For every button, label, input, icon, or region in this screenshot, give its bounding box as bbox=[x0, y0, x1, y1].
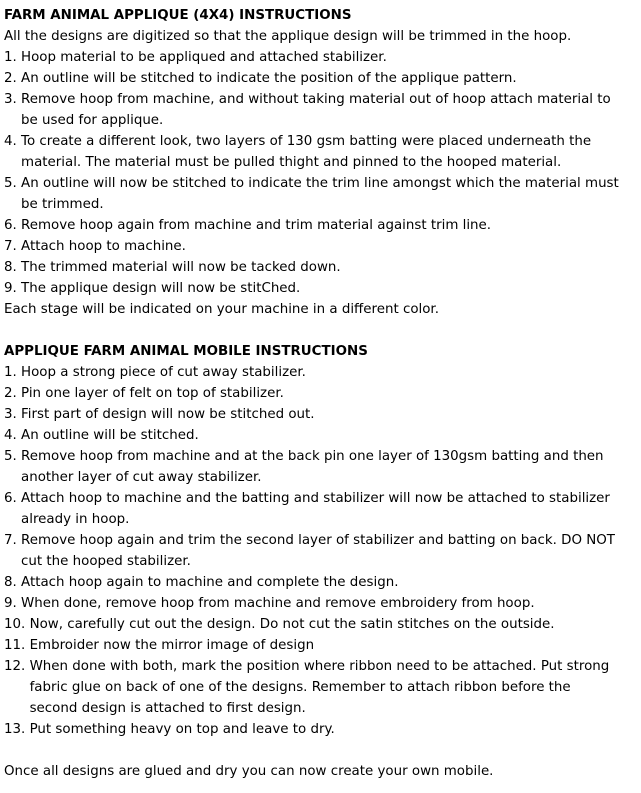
step-number: 12. bbox=[4, 659, 26, 674]
applique-intro-text: All the designs are digitized so that the applique design will be trimmed in the hoop. bbox=[4, 29, 572, 44]
applique-outro-text: Each stage will be indicated on your machine in a different color. bbox=[4, 302, 439, 317]
step-number: 7. bbox=[4, 533, 17, 548]
step-text: Now, carefully cut out the design. Do not cut the satin stitches on the outside. bbox=[29, 617, 555, 632]
step-text: Remove hoop again and trim the second layer of stabilizer and batting on back. DO NOT cut the hooped stabilizer. bbox=[21, 533, 615, 569]
step-number: 3. bbox=[4, 92, 17, 107]
list-item bbox=[4, 404, 641, 425]
step-number: 6. bbox=[4, 491, 17, 506]
step-text: First part of design will now be stitched out. bbox=[21, 407, 315, 422]
step-number: 9. bbox=[4, 596, 17, 611]
mobile-instructions-title: APPLIQUE FARM ANIMAL MOBILE INSTRUCTIONS bbox=[4, 344, 368, 359]
step-text: Put something heavy on top and leave to dry. bbox=[29, 722, 335, 737]
list-item bbox=[4, 446, 641, 488]
step-number: 8. bbox=[4, 260, 17, 275]
step-number: 4. bbox=[4, 428, 17, 443]
section-spacer bbox=[4, 320, 641, 341]
list-item bbox=[4, 383, 641, 404]
list-item bbox=[4, 89, 641, 131]
step-text: Pin one layer of felt on top of stabilizer. bbox=[21, 386, 284, 401]
step-text: An outline will be stitched. bbox=[21, 428, 199, 443]
list-item bbox=[4, 131, 641, 173]
step-text: Remove hoop again from machine and trim material against trim line. bbox=[21, 218, 492, 233]
list-item bbox=[4, 488, 641, 530]
step-number: 4. bbox=[4, 134, 17, 149]
step-number: 8. bbox=[4, 575, 17, 590]
list-item bbox=[4, 572, 641, 593]
applique-instructions-title: FARM ANIMAL APPLIQUE (4X4) INSTRUCTIONS bbox=[4, 8, 352, 23]
list-item bbox=[4, 215, 641, 236]
list-item bbox=[4, 593, 641, 614]
step-number: 2. bbox=[4, 386, 17, 401]
mobile-steps-list bbox=[4, 362, 641, 740]
list-item bbox=[4, 278, 641, 299]
step-number: 5. bbox=[4, 176, 17, 191]
list-item bbox=[4, 656, 641, 719]
step-number: 9. bbox=[4, 281, 17, 296]
step-number: 1. bbox=[4, 50, 17, 65]
list-item bbox=[4, 614, 641, 635]
list-item bbox=[4, 68, 641, 89]
step-number: 7. bbox=[4, 239, 17, 254]
mobile-outro-text: Once all designs are glued and dry you can now create your own mobile. bbox=[4, 764, 494, 779]
step-text: Hoop material to be appliqued and attached stabilizer. bbox=[21, 50, 387, 65]
step-text: Embroider now the mirror image of design bbox=[29, 638, 315, 653]
step-number: 3. bbox=[4, 407, 17, 422]
applique-steps-list bbox=[4, 47, 641, 299]
step-number: 6. bbox=[4, 218, 17, 233]
step-text: Attach hoop to machine. bbox=[21, 239, 186, 254]
section-spacer bbox=[4, 740, 641, 761]
step-number: 11. bbox=[4, 638, 26, 653]
step-number: 1. bbox=[4, 365, 17, 380]
step-text: Hoop a strong piece of cut away stabilizer. bbox=[21, 365, 306, 380]
step-number: 13. bbox=[4, 722, 26, 737]
step-number: 10. bbox=[4, 617, 26, 632]
step-text: Remove hoop from machine and at the back pin one layer of 130gsm batting and then another layer of cut away stabilizer. bbox=[21, 449, 604, 485]
list-item bbox=[4, 635, 641, 656]
list-item bbox=[4, 257, 641, 278]
list-item bbox=[4, 173, 641, 215]
list-item bbox=[4, 362, 641, 383]
step-text: Attach hoop to machine and the batting and stabilizer will now be attached to stabilizer already in hoop. bbox=[21, 491, 610, 527]
step-text: When done, remove hoop from machine and remove embroidery from hoop. bbox=[21, 596, 535, 611]
step-text: An outline will now be stitched to indicate the trim line amongst which the material must be trimmed. bbox=[21, 176, 619, 212]
step-text: When done with both, mark the position where ribbon need to be attached. Put strong fabric glue on back of one of the designs. Remember to attach ribbon before the second design is attached to first design. bbox=[29, 659, 610, 716]
step-text: Remove hoop from machine, and without taking material out of hoop attach material to be used for applique. bbox=[21, 92, 611, 128]
step-text: The trimmed material will now be tacked down. bbox=[21, 260, 341, 275]
step-text: An outline will be stitched to indicate the position of the applique pattern. bbox=[21, 71, 517, 86]
list-item bbox=[4, 47, 641, 68]
list-item bbox=[4, 236, 641, 257]
list-item bbox=[4, 530, 641, 572]
step-text: The applique design will now be stitChed. bbox=[21, 281, 301, 296]
list-item bbox=[4, 719, 641, 740]
step-text: Attach hoop again to machine and complete the design. bbox=[21, 575, 399, 590]
step-number: 5. bbox=[4, 449, 17, 464]
list-item bbox=[4, 425, 641, 446]
step-text: To create a different look, two layers of 130 gsm batting were placed underneath the material. The material must be pulled thight and pinned to the hooped material. bbox=[21, 134, 592, 170]
step-number: 2. bbox=[4, 71, 17, 86]
